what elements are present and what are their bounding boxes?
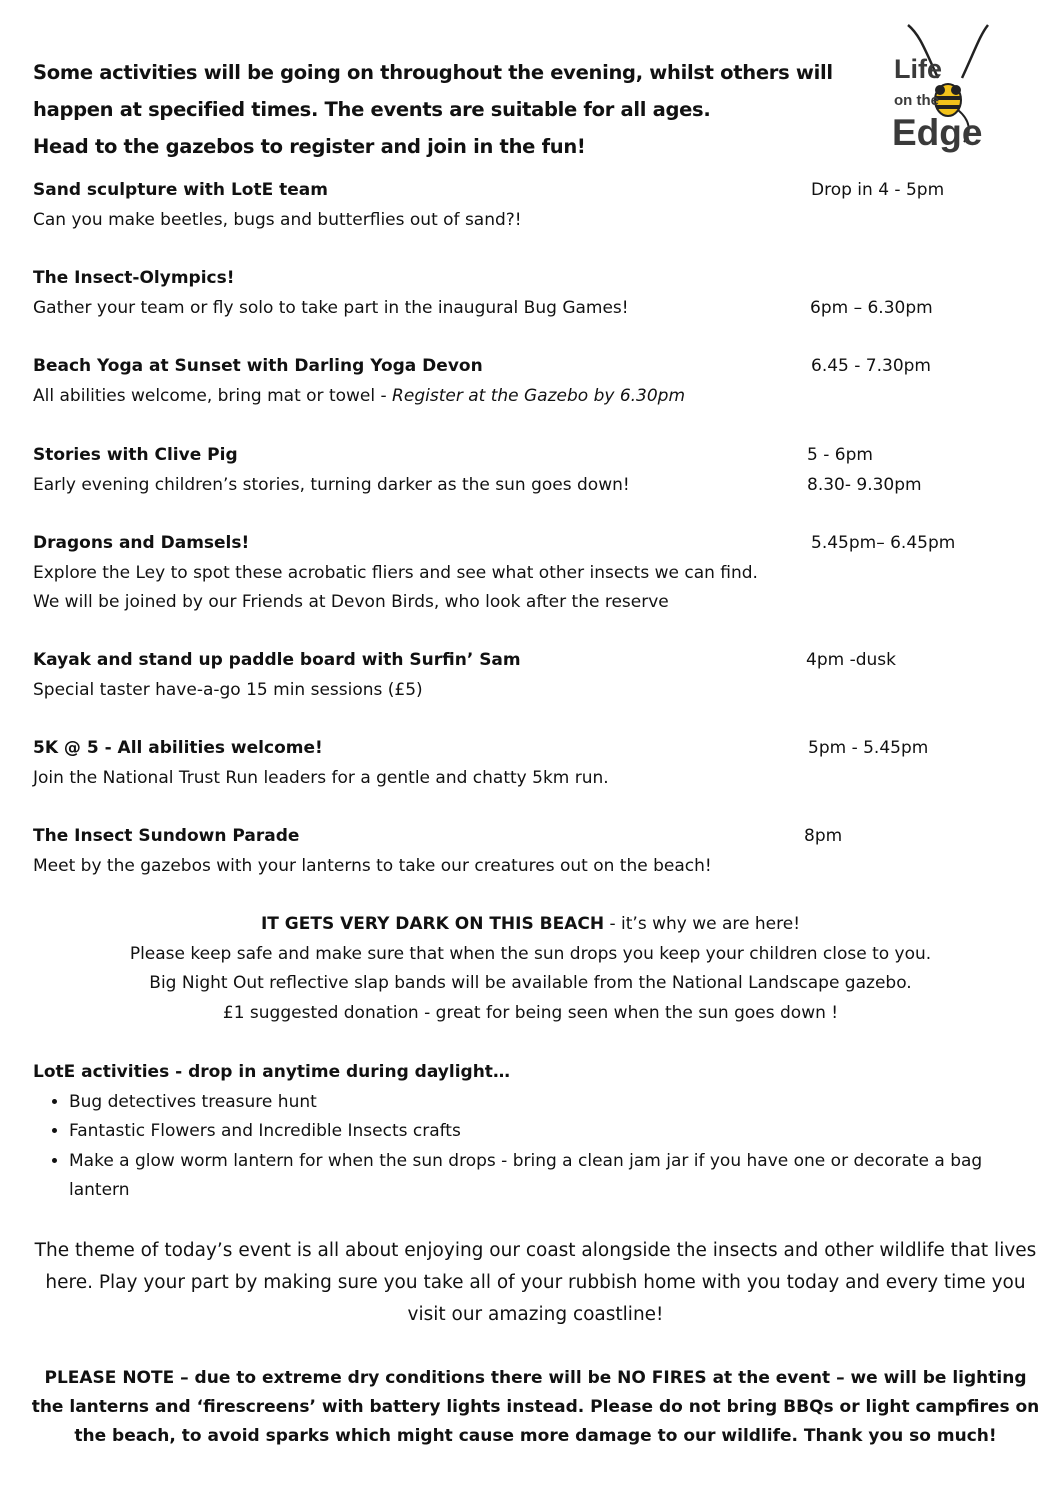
list-item: • Bug detectives treasure hunt — [69, 1088, 1033, 1118]
activity-insect-olympics — [33, 264, 1023, 323]
list-item: • Make a glow worm lantern for when the sun drops - bring a clean jam jar if you have one or decorate a bag lantern — [69, 1147, 1033, 1206]
activity-dragons-damsels — [33, 529, 1023, 618]
life-on-the-edge-logo — [880, 20, 990, 160]
activity-title: 5K @ 5 - All abilities welcome! — [33, 738, 323, 758]
activity-sundown-parade — [33, 822, 1023, 881]
activity-description: Can you make beetles, bugs and butterflies out of sand?! — [33, 209, 522, 230]
safety-line-1 — [0, 910, 1061, 940]
activity-description-italic: Register at the Gazebo by 6.30pm — [392, 385, 686, 406]
safety-notice — [0, 910, 1061, 1028]
activity-kayak-sup — [33, 646, 1023, 705]
activity-description: Gather your team or fly solo to take part in the inaugural Bug Games! — [33, 297, 629, 318]
activity-description: Meet by the gazebos with your lanterns to take our creatures out on the beach! — [33, 855, 712, 876]
safety-rest: - it’s why we are here! — [604, 914, 801, 934]
activity-description-2: We will be joined by our Friends at Devon Birds, who look after the reserve — [33, 592, 669, 612]
activity-time: 8pm — [804, 826, 843, 846]
safety-line-3: Big Night Out reflective slap bands will be available from the National Landscape gazebo. — [149, 973, 912, 993]
activity-description-text: All abilities welcome, bring mat or towel - — [33, 385, 393, 406]
activity-description — [33, 382, 1023, 412]
activity-description: Special taster have-a-go 15 min sessions (£5) — [33, 679, 423, 700]
activity-title: Kayak and stand up paddle board with Surfin’ Sam — [33, 650, 521, 670]
activity-title: The Insect Sundown Parade — [33, 826, 300, 846]
activity-description: Early evening children’s stories, turning darker as the sun goes down! — [33, 474, 630, 495]
activity-time: 4pm -dusk — [806, 650, 896, 670]
intro-line: Head to the gazebos to register and join in the fun! — [33, 135, 586, 158]
activity-time: 5 - 6pm — [807, 445, 873, 465]
lote-list — [33, 1088, 1033, 1206]
activity-stories — [33, 441, 1023, 500]
activity-time: 6pm – 6.30pm — [810, 297, 933, 318]
intro-text — [33, 54, 833, 165]
activity-time: 5.45pm– 6.45pm — [811, 533, 956, 553]
activity-description: Explore the Ley to spot these acrobatic fliers and see what other insects we can find. — [33, 562, 758, 583]
activity-title: Stories with Clive Pig — [33, 445, 238, 465]
intro-line: happen at specified times. The events are suitable for all ages. — [33, 98, 711, 121]
logo-text-life: Life — [894, 54, 943, 84]
safety-bold: IT GETS VERY DARK ON THIS BEACH — [260, 914, 605, 934]
activity-title: Beach Yoga at Sunset with Darling Yoga Devon — [33, 356, 483, 376]
safety-line-4: £1 suggested donation - great for being seen when the sun goes down ! — [222, 1002, 839, 1023]
lote-heading: LotE activities - drop in anytime during daylight… — [33, 1062, 510, 1082]
logo-text-edge: Edge — [892, 112, 983, 153]
intro-line: Some activities will be going on throughout the evening, whilst others will — [33, 61, 833, 84]
activity-time: Drop in 4 - 5pm — [811, 180, 945, 200]
logo-text-on-the: on the — [894, 92, 939, 109]
activity-title: Sand sculpture with LotE team — [33, 180, 328, 200]
activity-5k-run — [33, 734, 1023, 793]
lote-activities — [33, 1058, 1033, 1206]
activity-time: 5pm - 5.45pm — [808, 738, 929, 758]
safety-line-2: Please keep safe and make sure that when the sun drops you keep your children close to you. — [129, 943, 932, 964]
theme-paragraph: The theme of today’s event is all about enjoying our coast alongside the insects and other wildlife that lives here. Play your part by making sure you take all of your rubbish home with you today and every time you visit our amazing coastline! — [34, 1240, 1037, 1325]
please-note: PLEASE NOTE – due to extreme dry conditions there will be NO FIRES at the event – we will be lighting the lanterns and ‘firescreens’ with battery lights instead. Please do not bring BBQs or light campfires on the beach, to avoid sparks which might cause more damage to our wildlife. Thank you so much! — [31, 1368, 1040, 1446]
activity-title: The Insect-Olympics! — [33, 268, 235, 288]
activity-time-2: 8.30- 9.30pm — [807, 474, 922, 495]
activity-time: 6.45 - 7.30pm — [811, 356, 931, 376]
list-item: • Fantastic Flowers and Incredible Insects crafts — [69, 1117, 1033, 1147]
activity-sand-sculpture — [33, 176, 1023, 235]
activity-description: Join the National Trust Run leaders for a gentle and chatty 5km run. — [33, 767, 609, 788]
activity-beach-yoga — [33, 352, 1023, 411]
activity-title: Dragons and Damsels! — [33, 533, 250, 553]
